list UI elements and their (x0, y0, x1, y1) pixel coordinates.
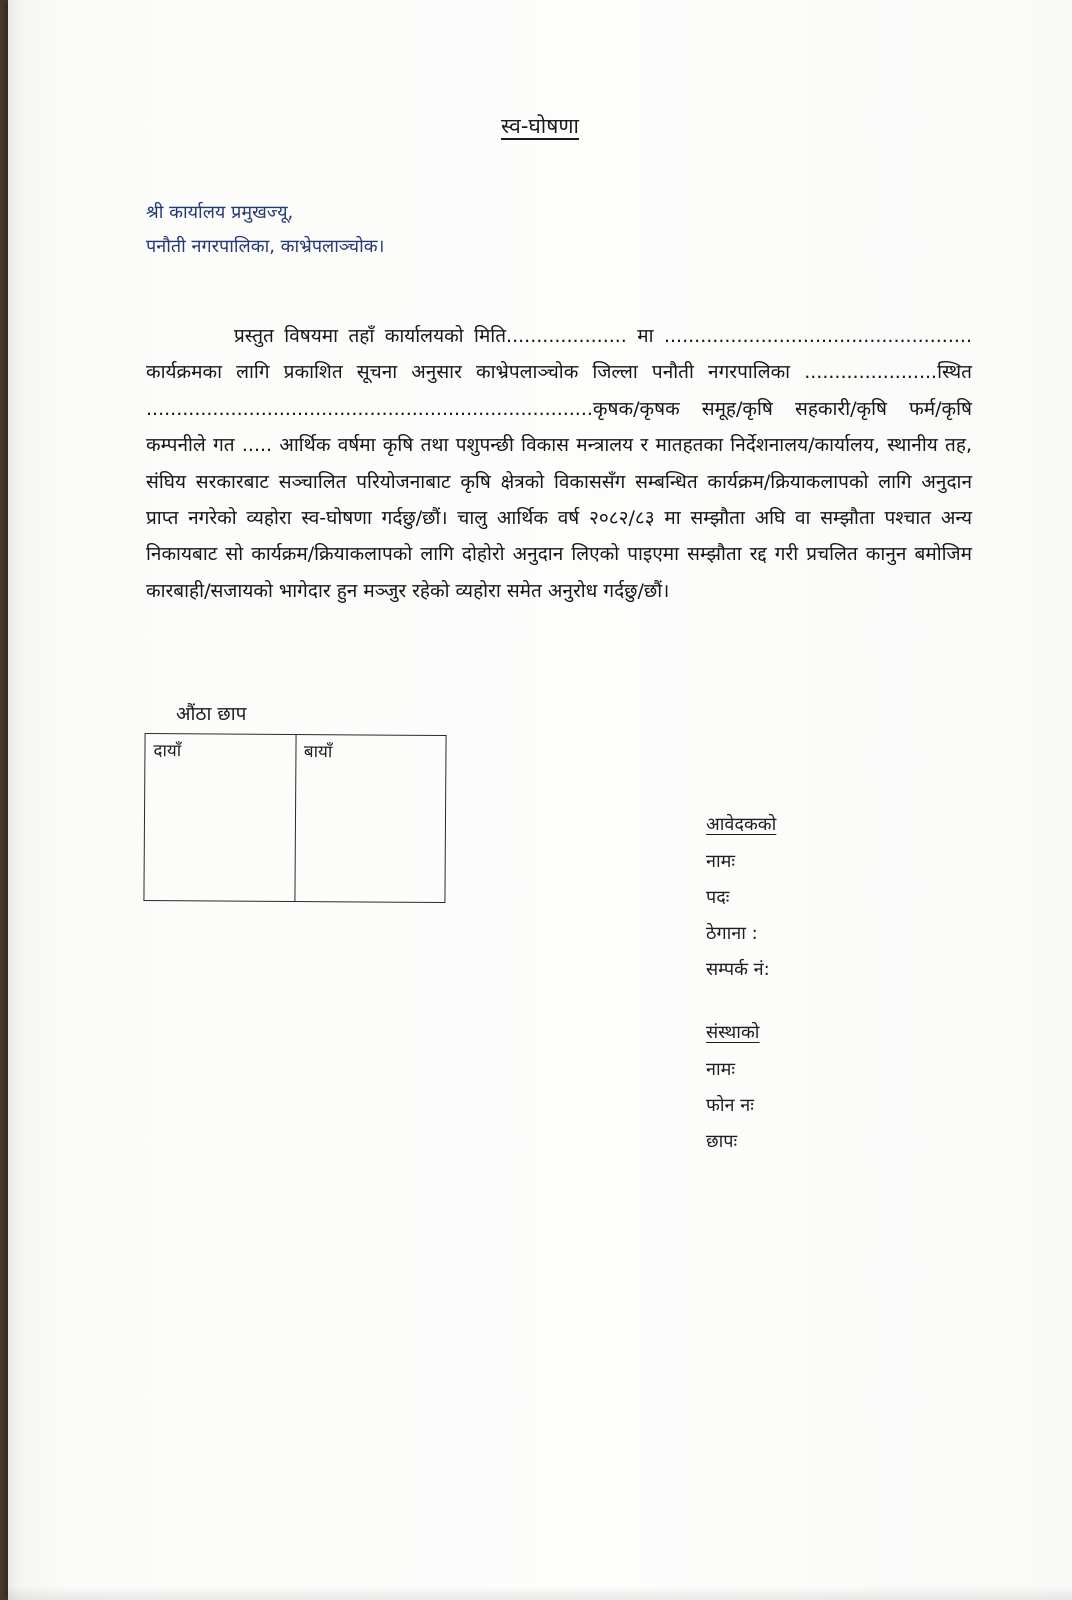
organization-name-label: नामः (706, 1059, 736, 1080)
recipient-address (146, 196, 384, 264)
declaration-text: प्रस्तुत विषयमा तहाँ कार्यालयको मिति.................... मा ................................................... कार्यक्रमका लागि प्रकाशित सूचना अनुसार काभ्रेपलाञ्चोक जिल्ला पनौती नगरपालिका ......................स्थित ..........................................................................कृषक/कृषक समूह/कृषि सहकारी/कृषि फर्म/कृषि कम्पनीले गत ..... आर्थिक वर्षमा कृषि तथा पशुपन्छी विकास मन्त्रालय र मातहतका निर्देशनालय/कार्यालय, स्थानीय तह, संघिय सरकारबाट सञ्चालित परियोजनाबाट कृषि क्षेत्रको विकाससँग सम्बन्धित कार्यक्रम/क्रियाकलापको लागि अनुदान प्राप्त नगरेको व्यहोरा स्व-घोषणा गर्दछु/छौं। चालु आर्थिक वर्ष २०८२/८३ मा सम्झौता अघि वा सम्झौता पश्चात अन्य निकायबाट सो कार्यक्रम/क्रियाकलापको लागि दोहोरो अनुदान लिएको पाइएमा सम्झौता रद्द गरी प्रचलित कानुन बमोजिम कारबाही/सजायको भागेदार हुन मञ्जुर रहेको व्यहोरा समेत अनुरोध गर्दछु/छौं। (146, 325, 972, 602)
applicant-name-label: नामः (706, 851, 736, 872)
organization-phone-label: फोन नः (706, 1095, 754, 1116)
recipient-line-2: पनौती नगरपालिका, काभ्रेपलाञ्चोक। (146, 236, 385, 257)
right-thumb-label: दायाँ (153, 741, 182, 762)
page-bottom-shadow (8, 1586, 1072, 1600)
thumbprint-heading: औंठा छाप (176, 703, 247, 725)
right-thumb-cell (144, 734, 295, 901)
applicant-section (706, 812, 776, 988)
left-thumb-label: बायाँ (303, 742, 333, 763)
applicant-contact-label: सम्पर्क नं: (706, 959, 770, 980)
organization-stamp-label: छापः (706, 1131, 738, 1152)
declaration-paragraph (146, 318, 972, 609)
applicant-position-label: पदः (706, 887, 730, 908)
document-page (8, 0, 1072, 1600)
applicant-address-label: ठेगाना : (706, 923, 758, 944)
document-title: स्व-घोषणा (500, 114, 580, 138)
recipient-line-1: श्री कार्यालय प्रमुखज्यू, (146, 202, 294, 223)
thumbprint-box (143, 733, 446, 903)
organization-heading: संस्थाको (706, 1022, 760, 1043)
organization-section (706, 1020, 759, 1160)
applicant-heading: आवेदकको (706, 814, 777, 835)
left-thumb-cell (294, 735, 446, 902)
